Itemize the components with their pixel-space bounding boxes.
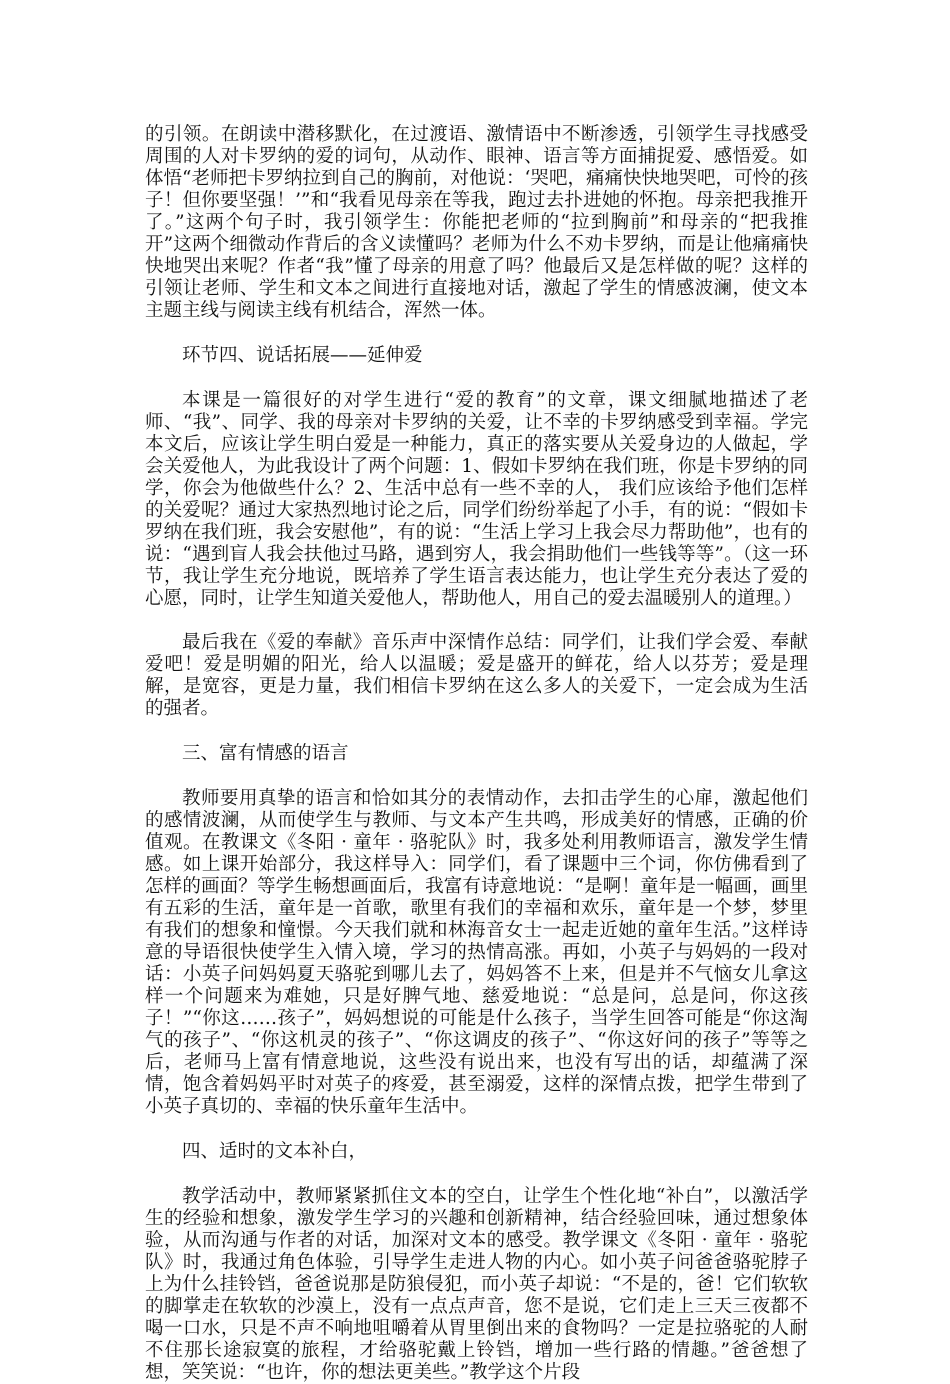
paragraph-continued: 的引领。在朗读中潜移默化，在过渡语、激情语中不断渗透，引领学生寻找感受周围的人对卡罗纳的爱的词句，从动作、眼神、语言等方面捕捉爱、感悟爱。如体悟“老师把卡罗纳拉到自己的胸前，对他说：‘哭吧，痛痛快快地哭吧，可怜的孩子！但你要坚强！’”和“我看见母亲在等我，跑过去扑进她的怀抱。母亲把我推开了。”这两个句子时，我引领学生：你能把老师的“拉到胸前”和母亲的“把我推开”这两个细微动作背后的含义读懂吗？老师为什么不劝卡罗纳，而是让他痛痛快快地哭出来呢？作者“我”懂了母亲的用意了吗？他最后又是怎样做的呢？这样的引领让老师、学生和文本之间进行直接地对话，激起了学生的情感波澜，使文本主题主线与阅读主线有机结合，浑然一体。 [145,124,808,321]
section-heading-link-four: 环节四、说话拓展——延伸爱 [182,345,423,366]
paragraph-extend-love: 本课是一篇很好的对学生进行“爱的教育”的文章，课文细腻地描述了老师、“我”、同学、我的母亲对卡罗纳的关爱，让不幸的卡罗纳感受到幸福。学完本文后，应该让学生明白爱是一种能力，真正的落实要从关爱身边的人做起，学会关爱他人，为此我设计了两个问题：1、假如卡罗纳在我们班，你是卡罗纳的同学，你会为他做些什么？2、生活中总有一些不幸的人， 我们应该给予他们怎样的关爱呢？通过大家热烈地讨论之后，同学们纷纷举起了小手，有的说：“假如卡罗纳在我们班，我会安慰他”，有的说：“生活上学习上我会尽力帮助他”，也有的说：“遇到盲人我会扶他过马路，遇到穷人，我会捐助他们一些钱等等”。（这一环节，我让学生充分地说，既培养了学生语言表达能力，也让学生充分表达了爱的心愿，同时，让学生知道关爱他人，帮助他人，用自己的爱去温暖别人的道理。） [145,390,808,609]
paragraph-role-experience: 教学活动中，教师紧紧抓住文本的空白，让学生个性化地“补白”，以激活学生的经验和想象，激发学生学习的兴趣和创新精神，结合经验回味，通过想象体验，从而沟通与作者的对话，加深对文本的感受。教学课文《冬阳 · 童年 · 骆驼队》时，我通过角色体验，引导学生走进人物的内心。如小英子问爸爸骆驼脖子上为什么挂铃铛，爸爸说那是防狼侵犯，而小英子却说：“不是的，爸！它们软软的脚掌走在软软的沙漠上，没有一点点声音，您不是说，它们走上三天三夜都不喝一口水，只是不声不响地咀嚼着从胃里倒出来的食物吗？一定是拉骆驼的人耐不住那长途寂寞的旅程，才给骆驼戴上铃铛，增加一些行路的情趣。”爸爸想了想，笑笑说：“也许，你的想法更美些。”教学这个片段 [145,1186,808,1383]
paragraph-teacher-language: 教师要用真挚的语言和恰如其分的表情动作，去扣击学生的心扉，激起他们的感情波澜，从而使学生与教师、与文本产生共鸣，形成美好的情感，正确的价值观。在教课文《冬阳 · 童年 · 骆驼队》时，我多处利用教师语言，激发学生情感。如上课开始部分，我这样导入：同学们，看了课题中三个词，你仿佛看到了怎样的画面？等学生畅想画面后，我富有诗意地说：“是啊！童年是一幅画，画里有五彩的生活，童年是一首歌，歌里有我们的幸福和欢乐，童年是一个梦，梦里有我们的想象和憧憬。今天我们就和林海音女士一起走近她的童年生活。”这样诗意的导语很快使学生入情入境，学习的热情高涨。再如，小英子与妈妈的一段对话：小英子问妈妈夏天骆驼到哪儿去了，妈妈答不上来，但是并不气恼女儿拿这样一个问题来为难她，只是好脾气地、慈爱地说：“总是问，总是问，你这孩子！”“你这……孩子”，妈妈想说的可能是什么孩子，当学生回答可能是“你这淘气的孩子”、“你这机灵的孩子”、“你这调皮的孩子”、“你这好问的孩子”等等之后，老师马上富有情意地说，这些没有说出来，也没有写出的话，却蕴满了深情，饱含着妈妈平时对英子的疼爱，甚至溺爱，这样的深情点拨，把学生带到了小英子真切的、幸福的快乐童年生活中。 [145,788,808,1117]
document-body [145,124,808,1384]
section-heading-emotional-language: 三、富有情感的语言 [182,743,349,764]
paragraph-summary: 最后我在《爱的奉献》音乐声中深情作总结：同学们，让我们学会爱、奉献爱吧！爱是明媚的阳光，给人以温暖；爱是盛开的鲜花，给人以芬芳；爱是理解，是宽容，更是力量，我们相信卡罗纳在这么多人的关爱下，一定会成为生活的强者。 [145,632,808,719]
section-heading-text-supplement: 四、适时的文本补白， [182,1141,368,1162]
